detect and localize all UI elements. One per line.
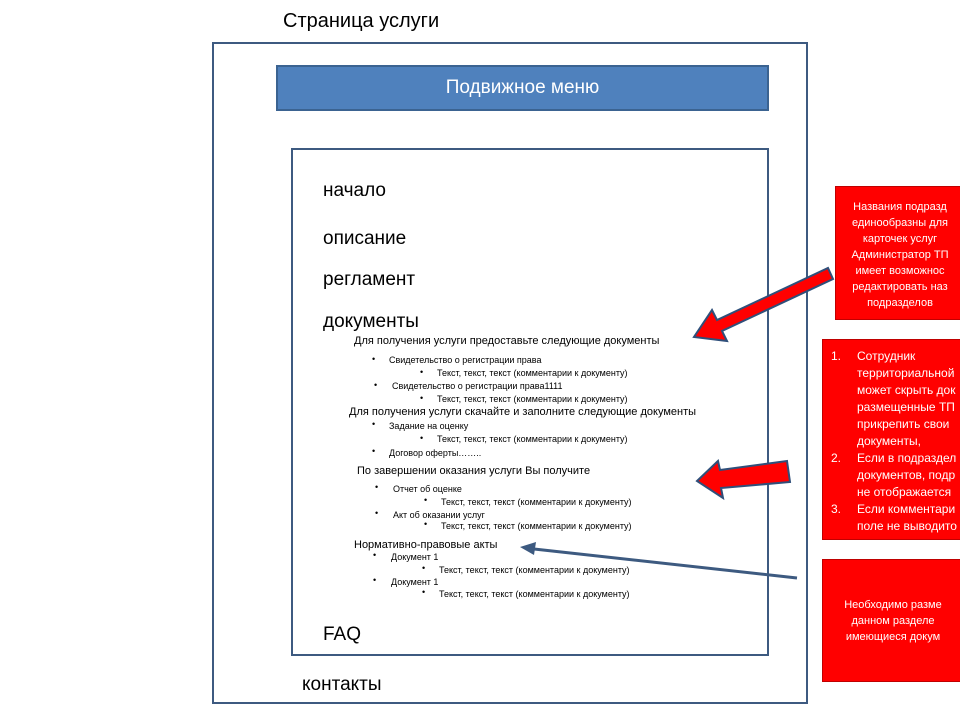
doc-item-title[interactable]: Договор оферты…….. (389, 448, 482, 458)
doc-item-note: Текст, текст, текст (комментарии к документу) (437, 434, 628, 444)
bullet: • (424, 519, 428, 529)
bullet: • (372, 354, 376, 364)
receive-docs-header: По завершении оказания услуги Вы получите (357, 465, 591, 477)
section-contacts[interactable]: контакты (302, 674, 382, 695)
callout-line: территориальной (857, 366, 955, 380)
red-arrow-icon (697, 461, 790, 498)
blue-arrow-head-icon (520, 542, 536, 555)
callout-line: подразделов (867, 297, 933, 309)
callout-line: Если в подраздел (857, 451, 957, 465)
callout-line: данном разделе (851, 615, 935, 627)
doc-item-title[interactable]: Акт об оказании услуг (393, 510, 485, 520)
doc-item-title[interactable]: Документ 1 (391, 577, 439, 587)
callout-line: размещенные ТП (857, 400, 955, 414)
doc-item-title[interactable]: Отчет об оценке (393, 484, 462, 494)
blue-arrow-icon (534, 549, 797, 578)
doc-item-note: Текст, текст, текст (комментарии к документу) (437, 394, 628, 404)
bullet: • (420, 367, 424, 377)
callout-line: карточек услуг (862, 233, 938, 245)
section-faq[interactable]: FAQ (323, 624, 362, 645)
section-documents[interactable]: документы (323, 311, 419, 332)
section-regulation[interactable]: регламент (323, 269, 416, 290)
floating-menu-label: Подвижное меню (445, 77, 600, 98)
doc-item-note: Текст, текст, текст (комментарии к документу) (441, 497, 632, 507)
bullet: • (422, 587, 426, 597)
callout-line: документы, (857, 434, 921, 448)
doc-item-title[interactable]: Свидетельство о регистрации права1111 (392, 381, 563, 391)
list-number: 2. (831, 451, 842, 465)
bullet: • (375, 508, 379, 518)
bullet: • (374, 380, 378, 390)
callout-line: Если комментари (857, 502, 956, 516)
doc-item-note: Текст, текст, текст (комментарии к документу) (439, 565, 630, 575)
callout-line: Сотрудник (857, 349, 916, 363)
bullet: • (375, 482, 379, 492)
bullet: • (372, 446, 376, 456)
list-number: 1. (831, 349, 842, 363)
callout-line: единообразны для (851, 217, 949, 229)
section-start[interactable]: начало (323, 180, 386, 201)
bullet: • (422, 563, 426, 573)
callout-line: имеющиеся докум (845, 631, 941, 643)
doc-item-note: Текст, текст, текст (комментарии к документу) (439, 589, 630, 599)
section-description[interactable]: описание (323, 228, 407, 249)
callout-line: документов, подр (857, 468, 956, 482)
doc-item-title[interactable]: Задание на оценку (389, 421, 469, 431)
list-number: 3. (831, 502, 842, 516)
doc-item-title[interactable]: Свидетельство о регистрации права (389, 355, 542, 365)
legal-acts-header: Нормативно-правовые акты (354, 539, 498, 551)
callout-line: редактировать наз (852, 281, 948, 293)
page-title: Страница услуги (283, 10, 440, 32)
bullet: • (424, 495, 428, 505)
doc-item-note: Текст, текст, текст (комментарии к документу) (441, 521, 632, 531)
callout-line: может скрыть док (857, 383, 956, 397)
callout-line: поле не выводито (857, 519, 957, 533)
download-docs-header: Для получения услуги скачайте и заполните следующие документы (349, 406, 697, 418)
provide-docs-header: Для получения услуги предоставьте следующие документы (354, 335, 660, 347)
callout-line: Названия подразд (853, 201, 947, 213)
bullet: • (372, 419, 376, 429)
callout-line: не отображается (857, 485, 952, 499)
callout-line: Необходимо разме (844, 599, 942, 611)
callout-line: имеет возможнос (855, 265, 945, 277)
doc-item-title[interactable]: Документ 1 (391, 552, 439, 562)
bullet: • (420, 393, 424, 403)
bullet: • (420, 433, 424, 443)
bullet: • (373, 575, 377, 585)
red-arrow-icon (694, 268, 833, 341)
callout-line: прикрепить свои (857, 417, 950, 431)
doc-item-note: Текст, текст, текст (комментарии к документу) (437, 368, 628, 378)
callout-line: Администратор ТП (851, 249, 949, 261)
bullet: • (373, 550, 377, 560)
